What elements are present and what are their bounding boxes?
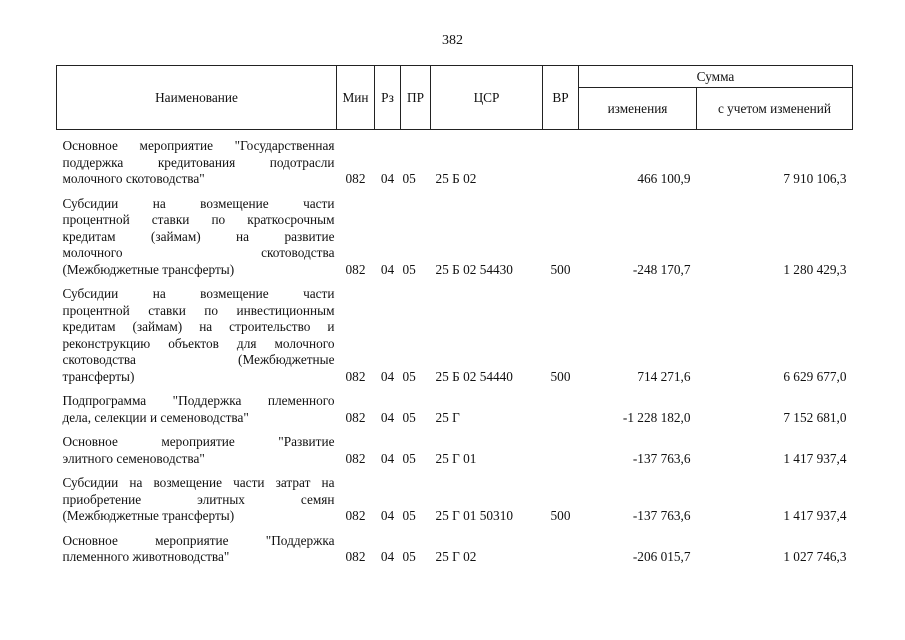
header-vr: ВР — [543, 66, 579, 130]
row-min: 082 — [345, 368, 366, 384]
row-rz: 04 — [380, 450, 395, 466]
row-vr: 500 — [550, 508, 571, 523]
table-header — [57, 66, 853, 130]
row-change: -137 763,6 — [632, 450, 691, 466]
row-name — [57, 434, 337, 467]
row-vr — [543, 393, 579, 426]
row-spacer-cell — [57, 525, 853, 533]
row-rz: 04 — [380, 368, 395, 384]
row-min: 082 — [345, 508, 366, 523]
header-min: Мин — [337, 66, 375, 130]
row-min: 082 — [345, 171, 366, 186]
page-number: 382 — [442, 33, 463, 48]
header-total: с учетом изменений — [697, 88, 853, 130]
table-row — [57, 286, 853, 385]
row-spacer-cell — [57, 188, 853, 196]
row-name-line: Подпрограмма "Поддержка племенного — [62, 393, 335, 408]
row-name-line: процентной ставки по краткосрочным — [62, 212, 335, 227]
row-name — [57, 475, 337, 525]
row-spacer — [57, 426, 853, 434]
row-name — [57, 138, 337, 188]
row-change: -206 015,7 — [632, 549, 691, 564]
header-sum: Сумма — [579, 66, 853, 88]
row-name-line: Субсидии на возмещение части — [62, 195, 335, 211]
table-row — [57, 393, 853, 426]
row-csr: 25 Г 02 — [435, 549, 477, 564]
row-pr: 05 — [402, 409, 416, 425]
row-vr — [543, 434, 579, 467]
header-csr: ЦСР — [431, 66, 543, 130]
row-spacer — [57, 385, 853, 393]
row-name-line: кредитам (займам) на развитие — [62, 228, 335, 244]
row-name-line: процентной ставки по инвестиционным — [62, 302, 335, 318]
row-name-line: поддержка кредитования подотрасли — [62, 154, 335, 170]
row-name-line: Субсидии на возмещение части затрат на — [62, 475, 335, 490]
row-pr: 05 — [402, 261, 416, 277]
row-csr: 25 Г 01 — [435, 450, 477, 466]
row-spacer — [57, 467, 853, 475]
row-spacer — [57, 130, 853, 139]
table-body — [57, 130, 853, 566]
row-rz: 04 — [380, 549, 395, 564]
row-name-line: племенного животноводства" — [62, 549, 230, 564]
row-min: 082 — [345, 549, 366, 564]
row-vr: 500 — [550, 261, 571, 277]
row-name-line: (Межбюджетные трансферты) — [62, 508, 235, 523]
table-row — [57, 475, 853, 525]
row-name — [57, 533, 337, 566]
header-change: изменения — [579, 88, 697, 130]
row-name-line: Основное мероприятие "Поддержка — [62, 532, 335, 548]
row-name-line: молочного скотоводства" — [62, 171, 205, 186]
row-total: 6 629 677,0 — [783, 368, 847, 384]
row-name-line: Субсидии на возмещение части — [62, 286, 335, 301]
row-spacer-cell — [57, 385, 853, 393]
table-row — [57, 533, 853, 566]
row-spacer-cell — [57, 467, 853, 475]
header-name: Наименование — [57, 66, 337, 130]
row-name — [57, 196, 337, 279]
row-pr: 05 — [402, 368, 416, 384]
row-min: 082 — [345, 409, 366, 425]
budget-table — [56, 65, 853, 566]
row-name-line: приобретение элитных семян — [62, 491, 335, 507]
row-total: 1 417 937,4 — [783, 508, 847, 523]
row-name-line: элитного семеноводства" — [62, 450, 205, 466]
row-spacer — [57, 278, 853, 286]
row-name-line: трансферты) — [62, 368, 135, 384]
row-spacer — [57, 525, 853, 533]
row-rz: 04 — [380, 409, 395, 425]
row-name-line: Основное мероприятие "Развитие — [62, 434, 335, 449]
row-pr: 05 — [402, 508, 416, 523]
row-rz: 04 — [380, 261, 395, 277]
row-change: -137 763,6 — [632, 508, 691, 523]
row-spacer-cell — [57, 426, 853, 434]
row-csr: 25 Г 01 50310 — [435, 508, 513, 523]
row-change: 714 271,6 — [637, 368, 691, 384]
row-rz: 04 — [380, 508, 395, 523]
row-name — [57, 393, 337, 426]
row-total: 7 152 681,0 — [783, 409, 847, 425]
row-name-line: дела, селекции и семеноводства" — [62, 409, 249, 425]
row-vr — [543, 533, 579, 566]
row-spacer-cell — [57, 278, 853, 286]
row-change: 466 100,9 — [637, 171, 691, 186]
row-change: -1 228 182,0 — [622, 409, 691, 425]
row-name-line: Основное мероприятие "Государственная — [62, 138, 335, 153]
row-pr: 05 — [402, 549, 416, 564]
row-name-line: реконструкцию объектов для молочного — [62, 335, 335, 351]
row-vr: 500 — [550, 368, 571, 384]
row-name-line: скотоводства (Межбюджетные — [62, 352, 335, 367]
row-name-line: кредитам (займам) на строительство и — [62, 319, 335, 334]
row-total: 1 417 937,4 — [783, 450, 847, 466]
row-rz: 04 — [380, 171, 395, 186]
table-row — [57, 138, 853, 188]
header-rz: Рз — [375, 66, 401, 130]
row-csr: 25 Б 02 54430 — [435, 261, 513, 277]
row-csr: 25 Г — [435, 409, 460, 425]
row-spacer-cell — [57, 130, 853, 139]
row-min: 082 — [345, 261, 366, 277]
table-row — [57, 196, 853, 279]
row-pr: 05 — [402, 450, 416, 466]
row-total: 1 027 746,3 — [783, 549, 847, 564]
row-csr: 25 Б 02 — [435, 171, 477, 186]
row-min: 082 — [345, 450, 366, 466]
row-pr: 05 — [402, 171, 416, 186]
row-name-line: молочного скотоводства — [62, 245, 335, 260]
row-name — [57, 286, 337, 385]
row-spacer — [57, 188, 853, 196]
row-change: -248 170,7 — [632, 261, 691, 277]
table-row — [57, 434, 853, 467]
row-total: 7 910 106,3 — [783, 171, 847, 186]
header-pr: ПР — [401, 66, 431, 130]
row-name-line: (Межбюджетные трансферты) — [62, 261, 235, 277]
row-total: 1 280 429,3 — [783, 261, 847, 277]
row-vr — [543, 138, 579, 188]
row-csr: 25 Б 02 54440 — [435, 368, 513, 384]
